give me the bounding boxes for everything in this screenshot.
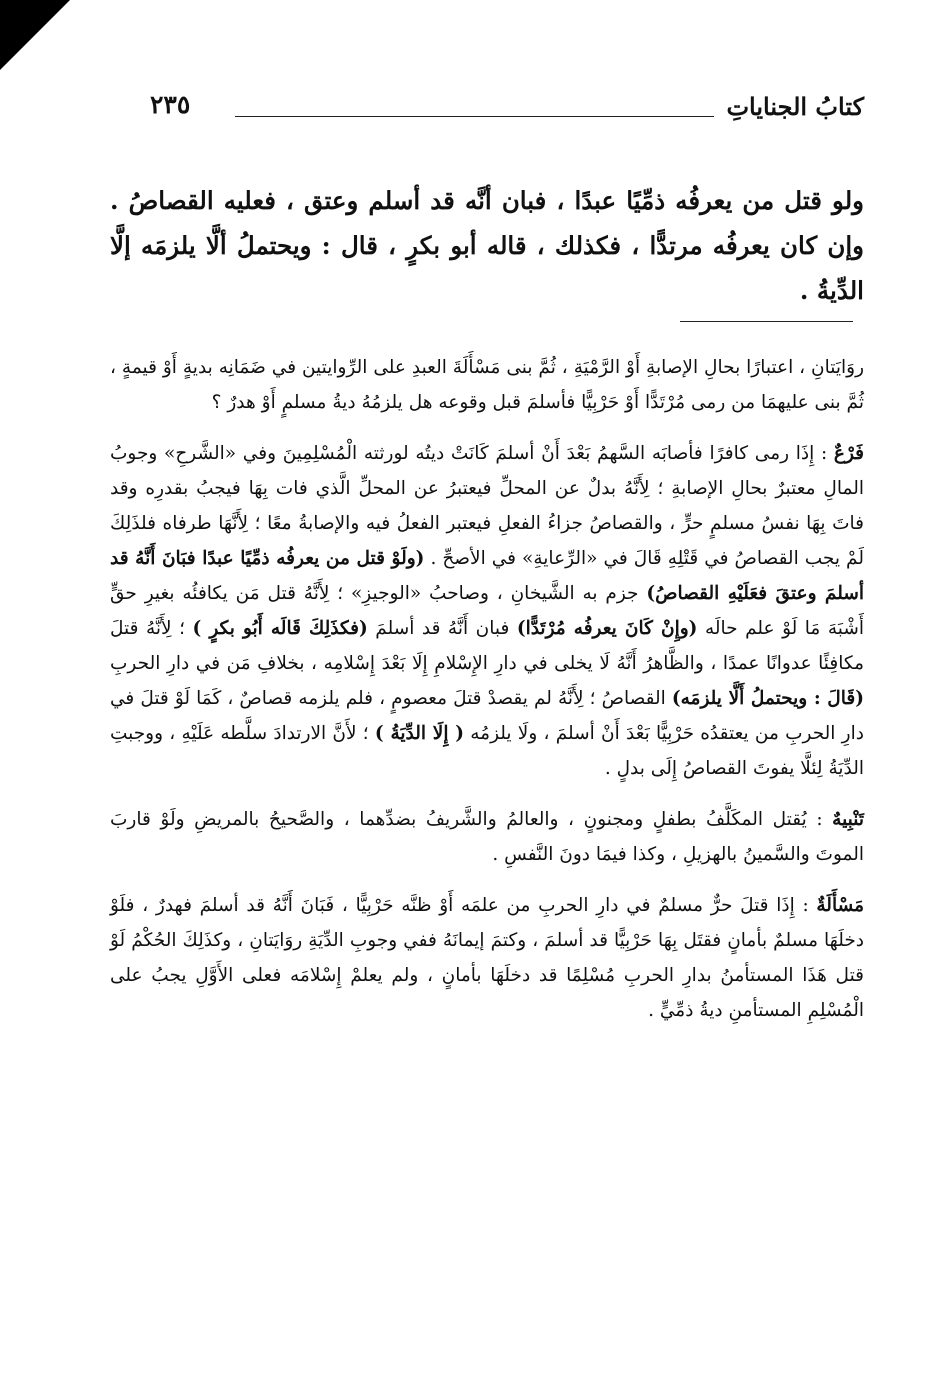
text-segment: ؛ لِأَنَّهُ قتلَ مكافِئًا عدوانًا عمدًا ، والظَّاهرُ أَنَّهُ لَا يخلى في دارِ الإِسْلامِ إِلَا بَعْدَ إِسْلامِه ، بخلافِ مَن في دارِ الحربِ — [110, 618, 864, 674]
text-segment: : يُقتل المكَلَّفُ بطفلٍ ومجنونٍ ، والعالمُ والشَّريفُ بضدِّهما ، والصَّحيحُ بالمريضِ ولَوْ قاربَ الموتَ والسَّمينُ بالهزيلِ ، وكذا فيمَا دونَ النَّفسِ . — [110, 809, 864, 865]
header-rule — [235, 116, 714, 117]
text-segment: جزم به الشَّيخانِ ، وصاحبُ «الوجيزِ» ؛ لِأَنَّهُ قتل مَن يكافئُه بغيرِ حقٍّ أَشْبَهَ مَا لَوْ علم حالَه — [110, 583, 864, 639]
quoted-text: (فكذَلِكَ قَالَه أَبُو بكرٍ ) — [192, 618, 368, 639]
text-segment: : إِذَا رمى كافرًا فأصابَه السَّهمُ بَعْدَ أَنْ أسلمَ كَانَتْ ديتُه لورثته الْمُسْلِمِينَ وفي «الشَّرحِ» وجوبُ المالِ معتبرٌ بحالِ الإصابةِ ؛ لِأَنَّهُ بدلٌ عن المحلِّ فيعتبرُ عن المحلِّ الَّذي فات بِهَا فيجبُ بقدرِه وقد فاتَ بِهَا نفسُ مسلمٍ حرٍّ ، والقصاصُ جزاءُ الفعلِ فيعتبر الفعلُ فيه والإصابةُ معًا ؛ لِأَنَّهَا طرفاه فلذَلِكَ لَمْ يجب القصاصُ في قَتْلِهِ قَالَ في «الرِّعايةِ» في الأصحِّ . — [110, 443, 864, 569]
commentary — [110, 350, 864, 1044]
text-segment: : إِذَا قتلَ حرٌّ مسلمٌ في دارِ الحربِ من علمَه أَوْ ظنَّه حَرْبِيًّا ، فَبَانَ أَنَّهُ قد أسلمَ فهدرٌ ، فلَوْ دخلَهَا مسلمٌ بأمانٍ فقتَل بِهَا حَرْبِيًّا قد أسلمَ ، وكتمَ إيمانَهُ ففي وجوبِ الدِّيَةِ روَايَتانِ ، وكذَلِكَ الحُكْمُ لَوْ قتل هَذَا المستأمنُ بدارِ الحربِ مُسْلِمًا قد دخلَهَا بأمانٍ ، ولم يعلمْ إِسْلامَه فعلى الأَوَّلِ يجبُ على الْمُسْلِمِ المستأمنِ ديةُ ذمِّيٍّ . — [110, 895, 864, 1021]
quoted-text: (وإِنْ كَانَ يعرفُه مُرْتَدًّا) — [516, 618, 698, 639]
quoted-text: (قَالَ : ويحتملُ أَلَّا يلزمَه) — [671, 688, 864, 709]
text-segment: ؛ لأَنَّ الارتدادَ سلَّطه عَلَيْهِ ، ووجبتِ الدِّيَةُ لِئلَّا يفوتَ القصاصُ إِلَى بدلٍ . — [110, 723, 864, 779]
quoted-text: ( إِلَا الدِّيَةُ ) — [374, 723, 465, 744]
running-title: كتابُ الجناياتِ — [726, 92, 864, 121]
text-segment: فبان أَنَّهُ قد أسلمَ — [367, 618, 517, 639]
page-corner-mark — [0, 0, 70, 70]
page-number: ٢٣٥ — [150, 90, 191, 119]
page-header — [150, 88, 864, 128]
commentary-paragraph-3 — [110, 802, 864, 872]
text-segment: القصاصُ ؛ لِأَنَّهُ لم يقصدْ قتلَ معصومٍ ، فلم يلزمه قصاصٌ ، كَمَا لَوْ قتلَ في دارِ الحربِ من يعتقدُه حَرْبِيًّا بَعْدَ أَنْ أسلمَ ، ولَا يلزمُه — [110, 688, 864, 744]
commentary-paragraph-4 — [110, 888, 864, 1028]
commentary-paragraph-2 — [110, 436, 864, 786]
main-text: ولو قتل من يعرفُه ذمِّيًا عبدًا ، فبان أنَّه قد أسلم وعتق ، فعليه القصاصُ . وإن كان يعرفُه مرتدًّا ، فكذلك ، قاله أبو بكرٍ ، قال : ويحتملُ ألَّا يلزمَه إلَّا الدِّيةُ . — [110, 186, 864, 305]
commentary-paragraph-1: روَايَتانِ ، اعتبارًا بحالِ الإصابةِ أَوْ الرَّمْيَةِ ، ثُمَّ بنى مَسْأَلَةَ العبدِ على الرِّوايتين في ضَمَانِه بديةٍ أَوْ قيمةٍ ، ثُمَّ بنى عليهمَا من رمى مُرْتَدًّا أَوْ حَرْبِيًّا فأسلمَ قبل وقوعه هل يلزمُهُ ديةُ مسلمٍ أَوْ هدرٌ ؟ — [110, 357, 864, 413]
tanbih-heading: تَنْبِيهٌ — [832, 809, 864, 830]
far-heading: فَرْعٌ — [833, 443, 864, 464]
quoted-text: (ولَوْ قتل من يعرفُه ذمِّيًا عبدًا فبَانَ أَنَّهُ قد أسلمَ وعتقَ فعَلَيْهِ القصاصُ) — [110, 548, 864, 604]
footnote-divider — [680, 321, 853, 322]
masala-heading: مَسْأَلَةٌ — [816, 895, 864, 916]
